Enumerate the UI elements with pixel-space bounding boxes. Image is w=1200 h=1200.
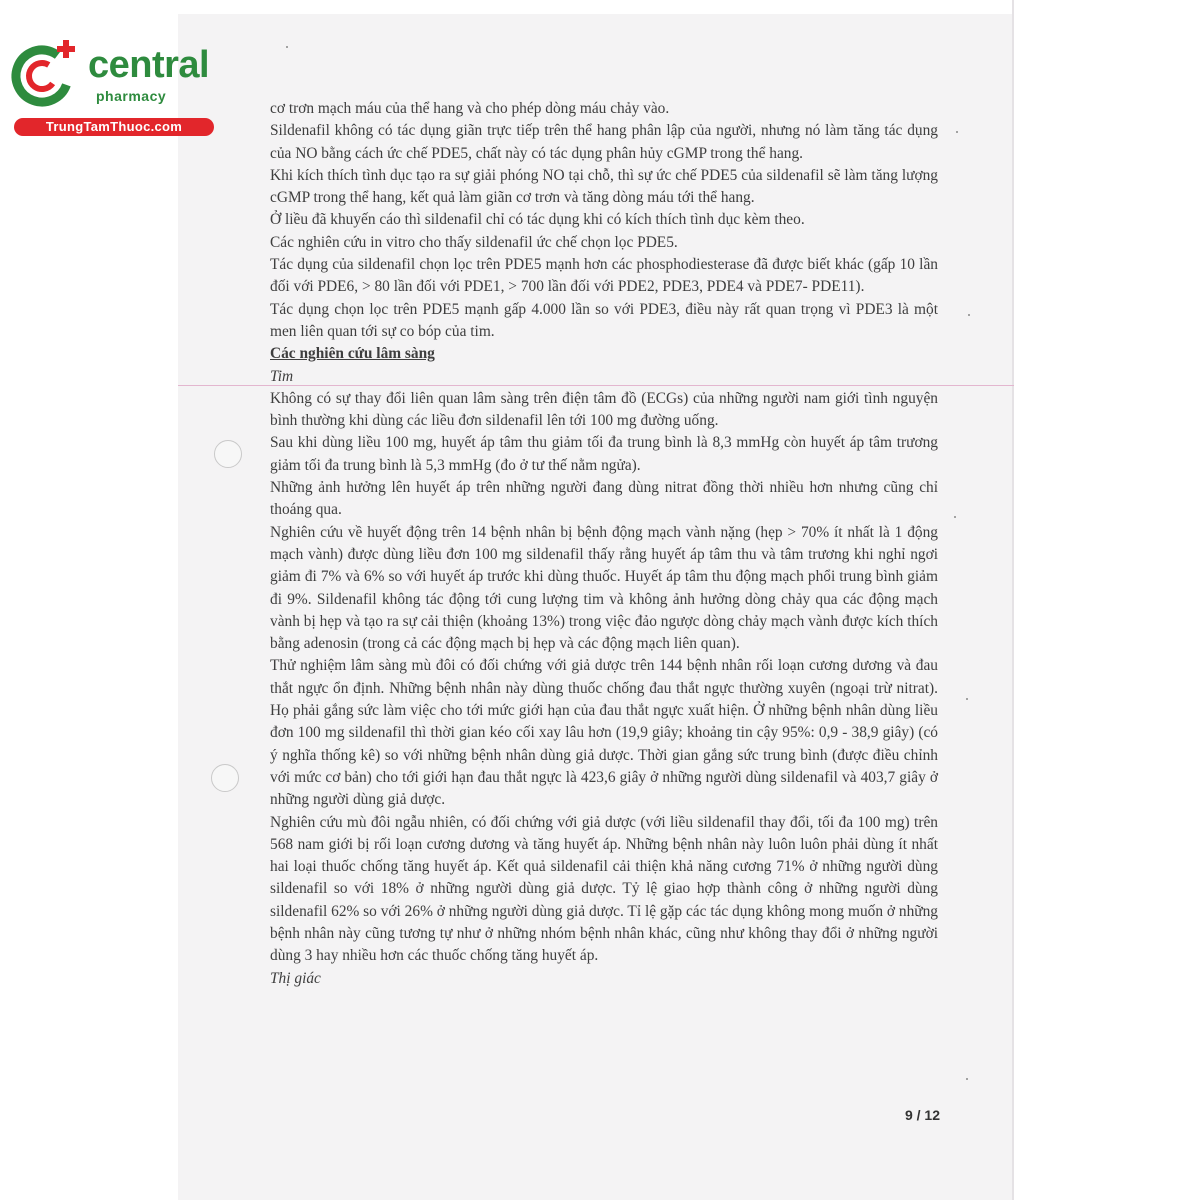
scan-speck bbox=[954, 516, 956, 518]
document-body bbox=[270, 98, 938, 990]
section-subheading: Thị giác bbox=[270, 969, 321, 987]
body-paragraph: Các nghiên cứu in vitro cho thấy sildenafil ức chế chọn lọc PDE5. bbox=[270, 233, 678, 251]
scan-speck bbox=[966, 1078, 968, 1080]
scan-speck bbox=[966, 698, 968, 700]
scan-speck bbox=[286, 46, 288, 48]
page-edge-line bbox=[1012, 0, 1014, 1200]
logo-mark-icon bbox=[8, 38, 88, 116]
scan-speck bbox=[956, 131, 958, 133]
section-heading: Các nghiên cứu lâm sàng bbox=[270, 345, 435, 363]
body-paragraph: Tác dụng chọn lọc trên PDE5 mạnh gấp 4.000 lần so với PDE3, điều này rất quan trọng vì PDE3 là một men liên quan tới sự co bóp của tim. bbox=[270, 300, 938, 340]
body-paragraph: Sildenafil không có tác dụng giãn trực tiếp trên thể hang phân lập của người, nhưng nó làm tăng tác dụng của NO bằng cách ức chế PDE5, chất này có tác dụng phân hủy cGMP trong thể hang. bbox=[270, 122, 938, 162]
central-pharmacy-logo bbox=[8, 38, 213, 138]
body-paragraph: cơ trơn mạch máu của thể hang và cho phép dòng máu chảy vào. bbox=[270, 100, 670, 117]
scan-speck bbox=[968, 314, 970, 316]
body-paragraph: Tác dụng của sildenafil chọn lọc trên PDE5 mạnh hơn các phosphodiesterase đã được biết khác (gấp 10 lần đối với PDE6, > 80 lần đối với PDE1, > 700 lần đối với PDE2, PDE3, PDE4 và PDE7- PDE11). bbox=[270, 256, 938, 296]
section-subheading: Tim bbox=[270, 367, 294, 385]
body-paragraph: Những ảnh hưởng lên huyết áp trên những người đang dùng nitrat đồng thời nhiều hơn nhưng cũng chỉ thoáng qua. bbox=[270, 479, 938, 519]
body-paragraph: Ở liều đã khuyến cáo thì sildenafil chỉ có tác dụng khi có kích thích tình dục kèm theo. bbox=[270, 211, 805, 229]
body-paragraph: Thử nghiệm lâm sàng mù đôi có đối chứng với giả dược trên 144 bệnh nhân rối loạn cương dương và đau thắt ngực ổn định. Những bệnh nhân này dùng thuốc chống đau thắt ngực thường xuyên (ngoại trừ nitrat). Họ phải gắng sức làm việc cho tới mức giới hạn của đau thắt ngực xuất hiện. Ở những bệnh nhân dùng liều đơn 100 mg sildenafil thì thời gian kéo cối xay lâu hơn (19,9 giây; khoảng tin cậy 95%: 0,9 - 38,9 giây) (có ý nghĩa thống kê) so với những bệnh nhân dùng giả dược. Thời gian gắng sức trung bình (được điều chỉnh với mức cơ bản) cho tới giới hạn đau thắt ngực là 423,6 giây ở những người dùng sildenafil và 403,7 giây ở những người dùng giả dược. bbox=[270, 657, 938, 809]
logo-brand-name: central bbox=[88, 44, 210, 86]
page-number: 9 / 12 bbox=[904, 1107, 940, 1123]
body-paragraph: Nghiên cứu mù đôi ngẫu nhiên, có đối chứng với giả dược (với liều sildenafil thay đổi, tối đa 100 mg) trên 568 nam giới bị rối loạn cương dương và tăng huyết áp. Những bệnh nhân này luôn luôn phải dùng ít nhất hai loại thuốc chống tăng huyết áp. Kết quả sildenafil cải thiện khả năng cương 71% ở những người dùng sildenafil so với 18% ở những người dùng giả dược. Tỷ lệ giao hợp thành công ở những người dùng sildenafil 62% so với 26% ở những người dùng giả dược. Tỉ lệ gặp các tác dụng không mong muốn ở những bệnh nhân này cũng tương tự như ở những nhóm bệnh nhân khác, cũng như không thay đổi ở những người dùng 3 hay nhiều hơn các thuốc chống tăng huyết áp. bbox=[270, 813, 938, 965]
body-paragraph: Nghiên cứu về huyết động trên 14 bệnh nhân bị bệnh động mạch vành nặng (hẹp > 70% ít nhất là 1 động mạch vành) được dùng liều đơn 100 mg sildenafil thấy rằng huyết áp tâm thu và tâm trương khi nghỉ ngơi giảm đi 7% và 6% so với huyết áp trước khi dùng thuốc. Huyết áp tâm thu động mạch phổi trung bình giảm đi 9%. Sildenafil không tác động tới cung lượng tim và không ảnh hưởng dòng chảy qua các động mạch vành bị hẹp và tạo ra sự cải thiện (khoảng 13%) trong việc đảo ngược dòng chảy mạch vành được kích thích bằng adenosin (trong cả các động mạch bị hẹp và các động mạch liên quan). bbox=[270, 523, 938, 653]
punch-hole-bottom bbox=[211, 764, 239, 792]
body-paragraph: Sau khi dùng liều 100 mg, huyết áp tâm thu giảm tối đa trung bình là 8,3 mmHg còn huyết áp tâm trương giảm tối đa trung bình là 5,3 mmHg (đo ở tư thế nằm ngửa). bbox=[270, 434, 938, 474]
logo-website: TrungTamThuoc.com bbox=[14, 118, 214, 136]
punch-hole-top bbox=[214, 440, 242, 468]
logo-subtitle: pharmacy bbox=[96, 88, 167, 104]
body-paragraph: Khi kích thích tình dục tạo ra sự giải phóng NO tại chỗ, thì sự ức chế PDE5 của sildenafil sẽ làm tăng lượng cGMP trong thể hang, kết quả làm giãn cơ trơn và tăng dòng máu tới thể hang. bbox=[270, 166, 938, 207]
body-paragraph: Không có sự thay đổi liên quan lâm sàng trên điện tâm đồ (ECGs) của những người nam giới tình nguyện bình thường khi dùng các liều đơn sildenafil lên tới 100 mg đường uống. bbox=[270, 389, 938, 430]
